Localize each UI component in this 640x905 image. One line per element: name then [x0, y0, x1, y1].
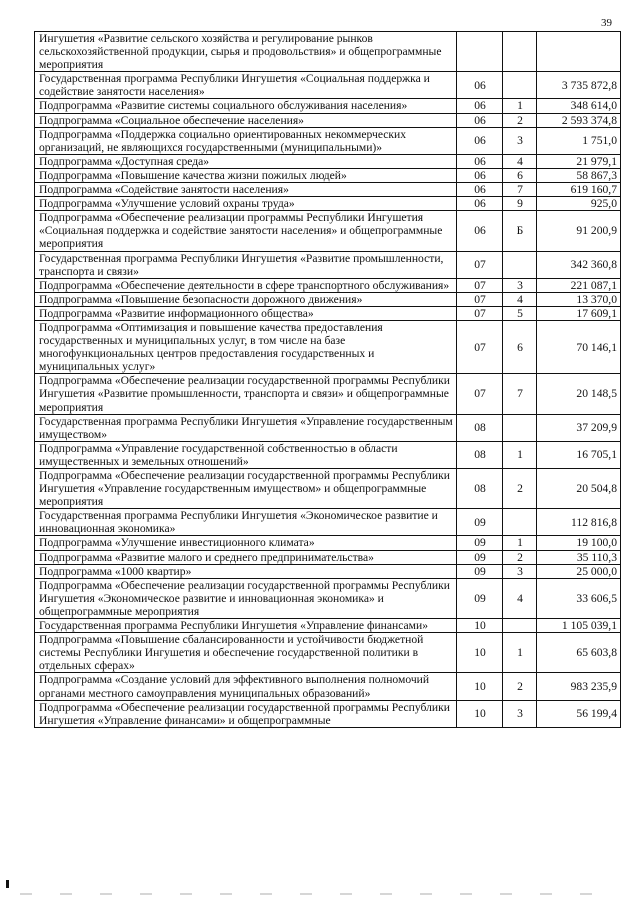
section-code-cell [457, 32, 503, 72]
row-name-cell: Подпрограмма «Создание условий для эффективного выполнения полномочий органами местного самоуправления муниципальных образований» [35, 673, 457, 700]
amount-cell: 58 867,3 [537, 168, 621, 182]
row-name-cell: Государственная программа Республики Ингушетия «Управление государственным имуществом» [35, 414, 457, 441]
subprogram-code-cell: 2 [503, 673, 537, 700]
row-name-cell: Подпрограмма «Развитие малого и среднего предпринимательства» [35, 550, 457, 564]
row-name-cell: Подпрограмма «Управление государственной собственностью в области имущественных и земельных отношений» [35, 441, 457, 468]
amount-cell: 20 148,5 [537, 374, 621, 414]
table-row [35, 414, 621, 441]
row-name-cell: Подпрограмма «Содействие занятости населения» [35, 183, 457, 197]
table-row [35, 619, 621, 633]
row-name-cell: Подпрограмма «Повышение качества жизни пожилых людей» [35, 168, 457, 182]
subprogram-code-cell: 2 [503, 550, 537, 564]
section-code-cell: 06 [457, 127, 503, 154]
row-name-cell: Государственная программа Республики Ингушетия «Развитие промышленности, транспорта и связи» [35, 251, 457, 278]
row-name-cell: Подпрограмма «Обеспечение реализации государственной программы Республики Ингушетия «Развитие промышленности, транспорта и связи» и общепрограммные мероприятия [35, 374, 457, 414]
row-name-cell: Подпрограмма «Социальное обеспечение населения» [35, 113, 457, 127]
section-code-cell: 07 [457, 278, 503, 292]
amount-cell: 91 200,9 [537, 211, 621, 251]
table-row [35, 113, 621, 127]
section-code-cell: 09 [457, 536, 503, 550]
table-row [35, 306, 621, 320]
table-row [35, 536, 621, 550]
table-row [35, 578, 621, 618]
section-code-cell: 06 [457, 211, 503, 251]
amount-cell: 33 606,5 [537, 578, 621, 618]
section-code-cell: 10 [457, 673, 503, 700]
table-row [35, 441, 621, 468]
subprogram-code-cell: 3 [503, 127, 537, 154]
row-name-cell: Подпрограмма «Доступная среда» [35, 154, 457, 168]
section-code-cell: 09 [457, 509, 503, 536]
amount-cell: 17 609,1 [537, 306, 621, 320]
section-code-cell: 07 [457, 306, 503, 320]
amount-cell: 19 100,0 [537, 536, 621, 550]
scan-mark [6, 880, 9, 888]
row-name-cell: Подпрограмма «Обеспечение реализации государственной программы Республики Ингушетия «Управление финансами» и общепрограммные [35, 700, 457, 727]
subprogram-code-cell [503, 509, 537, 536]
amount-cell: 2 593 374,8 [537, 113, 621, 127]
amount-cell: 56 199,4 [537, 700, 621, 727]
table-row [35, 673, 621, 700]
section-code-cell: 08 [457, 414, 503, 441]
section-code-cell: 06 [457, 99, 503, 113]
row-name-cell: Подпрограмма «Улучшение условий охраны труда» [35, 197, 457, 211]
row-name-cell: Государственная программа Республики Ингушетия «Управление финансами» [35, 619, 457, 633]
section-code-cell: 06 [457, 154, 503, 168]
amount-cell: 1 105 039,1 [537, 619, 621, 633]
amount-cell: 221 087,1 [537, 278, 621, 292]
amount-cell: 37 209,9 [537, 414, 621, 441]
row-name-cell: Подпрограмма «Обеспечение реализации программы Республики Ингушетия «Социальная поддержка и содействие занятости населения» и общепрограммные мероприятия [35, 211, 457, 251]
amount-cell [537, 32, 621, 72]
table-row [35, 509, 621, 536]
subprogram-code-cell: 2 [503, 469, 537, 509]
subprogram-code-cell: Б [503, 211, 537, 251]
amount-cell: 13 370,0 [537, 292, 621, 306]
amount-cell: 20 504,8 [537, 469, 621, 509]
subprogram-code-cell [503, 72, 537, 99]
row-name-cell: Подпрограмма «Улучшение инвестиционного климата» [35, 536, 457, 550]
section-code-cell: 08 [457, 469, 503, 509]
section-code-cell: 06 [457, 197, 503, 211]
row-name-cell: Подпрограмма «Повышение безопасности дорожного движения» [35, 292, 457, 306]
subprogram-code-cell: 4 [503, 578, 537, 618]
amount-cell: 16 705,1 [537, 441, 621, 468]
amount-cell: 35 110,3 [537, 550, 621, 564]
table-row [35, 251, 621, 278]
row-name-cell: Государственная программа Республики Ингушетия «Социальная поддержка и содействие занятости населения» [35, 72, 457, 99]
section-code-cell: 06 [457, 183, 503, 197]
table-row [35, 32, 621, 72]
table-row [35, 211, 621, 251]
subprogram-code-cell [503, 619, 537, 633]
table-row [35, 374, 621, 414]
amount-cell: 1 751,0 [537, 127, 621, 154]
subprogram-code-cell [503, 251, 537, 278]
page-number: 39 [601, 17, 612, 29]
section-code-cell: 09 [457, 564, 503, 578]
subprogram-code-cell: 5 [503, 306, 537, 320]
subprogram-code-cell: 4 [503, 292, 537, 306]
subprogram-code-cell: 1 [503, 536, 537, 550]
subprogram-code-cell: 4 [503, 154, 537, 168]
section-code-cell: 10 [457, 619, 503, 633]
row-name-cell: Подпрограмма «Обеспечение реализации государственной программы Республики Ингушетия «Экономическое развитие и инновационная экономика» и общепрограммные мероприятия [35, 578, 457, 618]
section-code-cell: 09 [457, 578, 503, 618]
section-code-cell: 06 [457, 168, 503, 182]
table-row [35, 564, 621, 578]
subprogram-code-cell: 6 [503, 168, 537, 182]
section-code-cell: 06 [457, 72, 503, 99]
section-code-cell: 09 [457, 550, 503, 564]
subprogram-code-cell: 6 [503, 320, 537, 373]
subprogram-code-cell: 7 [503, 183, 537, 197]
budget-table-body [35, 32, 621, 728]
subprogram-code-cell: 1 [503, 441, 537, 468]
table-row [35, 154, 621, 168]
amount-cell: 619 160,7 [537, 183, 621, 197]
section-code-cell: 10 [457, 633, 503, 673]
section-code-cell: 07 [457, 292, 503, 306]
table-row [35, 700, 621, 727]
row-name-cell: Подпрограмма «Развитие информационного общества» [35, 306, 457, 320]
row-name-cell: Подпрограмма «Оптимизация и повышение качества предоставления государственных и муниципальных услуг, в том числе на базе многофункциональных центров предоставления государственных и муниципальных услуг» [35, 320, 457, 373]
row-name-cell: Подпрограмма «Повышение сбалансированности и устойчивости бюджетной системы Республики Ингушетия и обеспечение государственной политики в отдельных сферах» [35, 633, 457, 673]
row-name-cell: Ингушетия «Развитие сельского хозяйства и регулирование рынков сельскохозяйственной продукции, сырья и продовольствия» и общепрограммные мероприятия [35, 32, 457, 72]
subprogram-code-cell [503, 32, 537, 72]
amount-cell: 21 979,1 [537, 154, 621, 168]
table-row [35, 127, 621, 154]
table-row [35, 168, 621, 182]
table-row [35, 550, 621, 564]
amount-cell: 65 603,8 [537, 633, 621, 673]
section-code-cell: 08 [457, 441, 503, 468]
scan-edge-artifact [20, 893, 620, 895]
amount-cell: 3 735 872,8 [537, 72, 621, 99]
table-row [35, 183, 621, 197]
subprogram-code-cell [503, 414, 537, 441]
subprogram-code-cell: 3 [503, 278, 537, 292]
table-row [35, 99, 621, 113]
subprogram-code-cell: 3 [503, 700, 537, 727]
amount-cell: 342 360,8 [537, 251, 621, 278]
section-code-cell: 07 [457, 251, 503, 278]
section-code-cell: 06 [457, 113, 503, 127]
amount-cell: 112 816,8 [537, 509, 621, 536]
subprogram-code-cell: 1 [503, 633, 537, 673]
amount-cell: 925,0 [537, 197, 621, 211]
subprogram-code-cell: 7 [503, 374, 537, 414]
row-name-cell: Подпрограмма «Поддержка социально ориентированных некоммерческих организаций, не являющихся государственными (муниципальными)» [35, 127, 457, 154]
subprogram-code-cell: 3 [503, 564, 537, 578]
table-row [35, 320, 621, 373]
amount-cell: 348 614,0 [537, 99, 621, 113]
section-code-cell: 10 [457, 700, 503, 727]
table-row [35, 633, 621, 673]
table-row [35, 292, 621, 306]
subprogram-code-cell: 1 [503, 99, 537, 113]
table-row [35, 469, 621, 509]
table-row [35, 197, 621, 211]
subprogram-code-cell: 9 [503, 197, 537, 211]
section-code-cell: 07 [457, 320, 503, 373]
subprogram-code-cell: 2 [503, 113, 537, 127]
table-row [35, 72, 621, 99]
amount-cell: 70 146,1 [537, 320, 621, 373]
row-name-cell: Подпрограмма «Обеспечение реализации государственной программы Республики Ингушетия «Управление государственным имуществом» и общепрограммные мероприятия [35, 469, 457, 509]
row-name-cell: Государственная программа Республики Ингушетия «Экономическое развитие и инновационная экономика» [35, 509, 457, 536]
row-name-cell: Подпрограмма «Развитие системы социального обслуживания населения» [35, 99, 457, 113]
amount-cell: 25 000,0 [537, 564, 621, 578]
row-name-cell: Подпрограмма «Обеспечение деятельности в сфере транспортного обслуживания» [35, 278, 457, 292]
table-row [35, 278, 621, 292]
row-name-cell: Подпрограмма «1000 квартир» [35, 564, 457, 578]
amount-cell: 983 235,9 [537, 673, 621, 700]
budget-table [34, 31, 621, 728]
section-code-cell: 07 [457, 374, 503, 414]
